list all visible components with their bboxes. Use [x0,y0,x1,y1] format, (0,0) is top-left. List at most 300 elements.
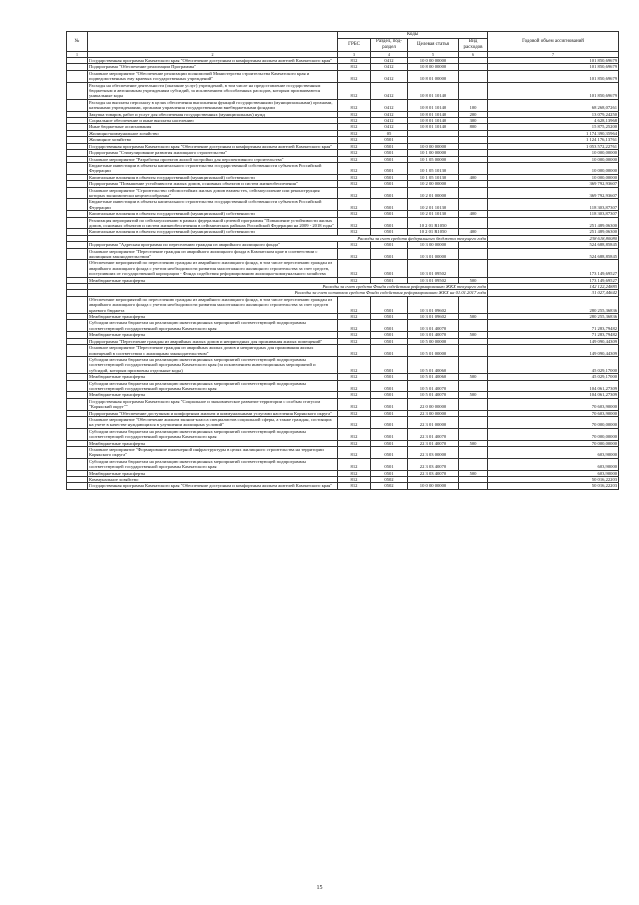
row-section: 0501 [371,143,408,149]
row-name: Жилищное хозяйство [88,137,338,143]
row-grbs: 812 [338,143,371,149]
table-row [67,248,619,260]
row-num-cell [67,345,88,357]
row-section: 0501 [371,242,408,248]
row-num-cell [67,217,88,229]
row-target: 22 3 01 00000 [408,416,459,428]
row-grbs: 812 [338,64,371,70]
row-target: 22 3 01 40070 [408,440,459,446]
row-name: Субсидии местным бюджетам на реализацию инвестиционных мероприятий соответствующей подпрограммы соответствующей государственной программы Камчатского края (за исключением инвестиционных мероприятий и субсидий, которым присвоены отдельные коды) [88,356,338,373]
row-target: 10 2 01 R1050 [408,217,459,229]
table-row [67,99,619,111]
row-name: Межбюджетные трансферты [88,277,338,283]
row-grbs: 812 [338,111,371,117]
row-section: 0412 [371,118,408,124]
row-grbs: 812 [338,118,371,124]
table-row [67,82,619,99]
table-row [67,356,619,373]
header-name [88,32,338,52]
row-grbs: 812 [338,374,371,380]
row-name: Основное мероприятие "Формирование инженерной инфраструктуры в целях жилищного строительства на территории Корякского округа" [88,447,338,459]
row-target: 10 1 05 10130 [408,174,459,180]
row-name: Бюджетные инвестиции в объекты капитального строительства государственной собственности субъектов Российской Федерации [88,199,338,211]
row-grbs: 812 [338,199,371,211]
row-amount: 104 061,27309 [488,380,619,392]
row-amount: 10 000,00000 [488,162,619,174]
row-name: Подпрограмма "Обеспечение доступным и комфортным жильем и коммунальными услугами населения Корякского округа" [88,410,338,416]
row-expense-type [459,162,488,174]
note-amount: 238 618,80080 [488,235,619,241]
row-name: Закупка товаров, работ и услуг для обеспечения государственных (муниципальных) нужд [88,111,338,117]
row-section: 0501 [371,320,408,332]
row-target: 10 3 01 00000 [408,248,459,260]
row-amount: 251 489,06300 [488,217,619,229]
row-name: Основное мероприятие "Разработка проектов жилой застройки для перспективного строительства" [88,156,338,162]
note-text: Расходы за счет остатков средств Фонда содействия реформированию ЖКХ на 01.01.2017 года [88,290,488,296]
row-grbs: 812 [338,296,371,313]
row-amount: 45 029,17000 [488,374,619,380]
row-num-cell [67,187,88,199]
column-number: 1 [67,52,88,58]
row-expense-type [459,428,488,440]
header-section: Раздел, под-раздел [371,39,408,52]
row-expense-type [459,320,488,332]
row-section: 0501 [371,187,408,199]
row-expense-type: 500 [459,470,488,476]
row-grbs: 812 [338,82,371,99]
row-expense-type: 500 [459,332,488,338]
row-target: 10 5 00 00000 [408,338,459,344]
note-text: Расходы за счет средств федерального бюджета текущего года [88,235,488,241]
row-target: 10 8 01 10140 [408,82,459,99]
row-expense-type [459,260,488,277]
row-name: Основное мероприятие "Обеспечение жильем эконом-класса специалистов социальной сферы, а также граждан, состоящих на учете в качестве нуждающихся в улучшении жилищных условий" [88,416,338,428]
row-amount: 70 603,90000 [488,410,619,416]
row-section: 0501 [371,332,408,338]
row-target: 22 3 03 40070 [408,470,459,476]
row-target: 10 0 00 00000 [408,483,459,489]
row-grbs: 812 [338,447,371,459]
table-row [67,70,619,82]
row-amount: 50 016,22203 [488,477,619,483]
row-name: Социальное обеспечение и иные выплаты населению [88,118,338,124]
row-amount: 50 016,22203 [488,483,619,489]
row-num-cell [67,380,88,392]
row-amount: 101 850,69679 [488,82,619,99]
row-section: 0501 [371,296,408,313]
row-amount: 369 792,93607 [488,187,619,199]
row-grbs: 812 [338,162,371,174]
row-section: 0501 [371,260,408,277]
row-amount: 173 149,69527 [488,277,619,283]
row-section: 0501 [371,416,408,428]
row-grbs: 812 [338,99,371,111]
row-amount: 1 174 390,35964 [488,130,619,136]
row-target: 10 0 00 00000 [408,143,459,149]
row-name: Субсидии местным бюджетам на реализацию инвестиционных мероприятий соответствующей подпрограммы соответствующей государственной программы Камчатского края [88,320,338,332]
table-row [67,416,619,428]
row-target: 10 1 05 10130 [408,162,459,174]
row-target: 10 3 00 00000 [408,242,459,248]
row-target: 22 3 03 40070 [408,458,459,470]
row-amount: 70 000,00000 [488,428,619,440]
row-amount: 603,90000 [488,458,619,470]
row-target: 10 8 01 00000 [408,70,459,82]
row-amount: 149 090,44309 [488,345,619,357]
row-name: Государственная программа Камчатского края "Обеспечение доступным и комфортным жильем жителей Камчатского края" [88,58,338,64]
row-section: 0501 [371,199,408,211]
row-amount: 524 688,85845 [488,248,619,260]
row-num-cell [67,260,88,277]
row-name: Основное мероприятие "Переселение граждан из аварийных жилых домов и непригодных для проживания жилых помещений в соответствии с жилищным законодательством" [88,345,338,357]
row-grbs: 812 [338,458,371,470]
column-number: 3 [338,52,371,58]
row-num-cell [67,458,88,470]
header-expense-type: Вид расходов [459,39,488,52]
row-num-cell [67,320,88,332]
row-grbs: 812 [338,470,371,476]
row-expense-type: 400 [459,211,488,217]
page-number: 15 [316,885,323,891]
row-target: 22 3 00 00000 [408,410,459,416]
row-expense-type [459,483,488,489]
row-name: Жилищно-коммунальное хозяйство [88,130,338,136]
row-section: 0502 [371,483,408,489]
row-section: 0412 [371,82,408,99]
note-amount: 31 027,44642 [488,290,619,296]
row-target: 10 8 01 10140 [408,111,459,117]
row-amount: 603,90000 [488,447,619,459]
row-target: 10 5 01 40070 [408,392,459,398]
row-grbs: 812 [338,58,371,64]
row-grbs: 812 [338,130,371,136]
row-name: Основное мероприятие "Обеспечение реализации полномочий Министерства строительства Камчатского края и подведомственных ему краевых государственных учреждений" [88,70,338,82]
row-grbs: 812 [338,124,371,130]
row-num-cell [67,447,88,459]
row-grbs: 812 [338,277,371,283]
table-row [67,296,619,313]
row-target: 10 3 01 40070 [408,320,459,332]
row-amount: 71 283,79482 [488,332,619,338]
row-amount: 149 090,44309 [488,338,619,344]
row-amount: 104 061,27309 [488,392,619,398]
row-grbs: 812 [338,314,371,320]
row-amount: 15 875,25200 [488,124,619,130]
row-section: 0501 [371,248,408,260]
row-expense-type [459,345,488,357]
row-section: 0501 [371,447,408,459]
row-name: Капитальные вложения в объекты государственной (муниципальной) собственности [88,211,338,217]
row-grbs: 812 [338,398,371,410]
row-grbs: 812 [338,217,371,229]
row-amount: 280 255,36836 [488,296,619,313]
row-num-cell [67,428,88,440]
row-expense-type [459,187,488,199]
row-target: 10 2 01 R1050 [408,229,459,235]
row-name: Государственная программа Камчатского края "Обеспечение доступным и комфортным жильем жителей Камчатского края" [88,483,338,489]
row-section: 0412 [371,111,408,117]
header-codes: Коды [338,32,488,39]
row-section: 0412 [371,70,408,82]
row-section: 0501 [371,338,408,344]
row-section: 0412 [371,99,408,111]
row-name: Межбюджетные трансферты [88,440,338,446]
row-expense-type: 300 [459,118,488,124]
row-target: 22 3 01 40070 [408,428,459,440]
table-row [67,260,619,277]
table-row [67,398,619,410]
row-grbs: 812 [338,483,371,489]
column-number: 2 [88,52,338,58]
row-grbs: 812 [338,356,371,373]
row-num-cell [67,82,88,99]
row-target: 10 8 01 10140 [408,124,459,130]
row-target: 10 3 01 09502 [408,277,459,283]
table-row [67,217,619,229]
row-grbs: 812 [338,260,371,277]
row-section: 0501 [371,211,408,217]
row-grbs: 812 [338,242,371,248]
row-amount: 4 628,13968 [488,118,619,124]
row-section: 0501 [371,470,408,476]
row-grbs: 812 [338,248,371,260]
row-num-cell [67,483,88,489]
row-grbs: 812 [338,320,371,332]
row-target: 10 3 01 09602 [408,314,459,320]
row-amount: 101 850,69679 [488,70,619,82]
budget-table [66,31,619,490]
row-amount: 251 489,06300 [488,229,619,235]
row-expense-type: 200 [459,111,488,117]
note-text: Расходы за счет средств Фонда содействия реформированию ЖКХ текущего года [88,284,488,290]
row-grbs: 812 [338,338,371,344]
table-row [67,458,619,470]
row-grbs: 812 [338,156,371,162]
row-expense-type: 500 [459,440,488,446]
row-name: Обеспечение мероприятий по переселению граждан из аварийного жилищного фонда, в том числе переселению граждан из аварийного жилищного фонда с учетом необходимости развития малоэтажного жилищного строительства за счет средств, поступивших от государственной корпорации - Фонда содействия реформированию жилищно-коммунального хозяйства [88,260,338,277]
row-section: 0501 [371,314,408,320]
row-section: 0501 [371,229,408,235]
row-name: Реализация мероприятий по сейсмоусилению в рамках федеральной целевой программы "Повышение устойчивости жилых домов, основных объектов и систем жизнеобеспечения в сейсмических районах Российской Федерации на 2009 - 2018 годы" [88,217,338,229]
row-target: 10 5 01 40060 [408,374,459,380]
row-expense-type [459,447,488,459]
row-section: 0501 [371,181,408,187]
row-amount: 603,90000 [488,470,619,476]
row-target: 10 8 01 10140 [408,99,459,111]
note-amount: 142 122,24885 [488,284,619,290]
row-amount: 1 124 176,13761 [488,137,619,143]
row-name: Межбюджетные трансферты [88,374,338,380]
row-amount: 70 000,00000 [488,416,619,428]
row-expense-type [459,296,488,313]
row-section: 0501 [371,380,408,392]
row-target: 10 2 01 10130 [408,211,459,217]
row-name: Коммунальное хозяйство [88,477,338,483]
row-amount: 70 000,00000 [488,440,619,446]
row-target: 10 5 01 40070 [408,380,459,392]
row-target: 10 3 01 09502 [408,260,459,277]
row-name: Межбюджетные трансферты [88,314,338,320]
row-grbs: 812 [338,416,371,428]
row-grbs: 812 [338,211,371,217]
row-expense-type: 400 [459,229,488,235]
row-name: Межбюджетные трансферты [88,332,338,338]
row-grbs: 812 [338,477,371,483]
row-amount: 45 029,17000 [488,356,619,373]
row-grbs: 812 [338,137,371,143]
row-section: 0412 [371,124,408,130]
row-expense-type [459,398,488,410]
header-target: Целевая статья [408,39,459,52]
row-target: 22 0 00 00000 [408,398,459,410]
column-number: 6 [459,52,488,58]
row-name: Субсидии местным бюджетам на реализацию инвестиционных мероприятий соответствующей подпрограммы соответствующей государственной программы Камчатского края [88,428,338,440]
column-number: 4 [371,52,408,58]
row-target: 10 5 01 40060 [408,356,459,373]
table-row [67,380,619,392]
row-grbs: 812 [338,150,371,156]
row-name: Капитальные вложения в объекты государственной (муниципальной) собственности [88,229,338,235]
row-expense-type: 500 [459,392,488,398]
row-grbs: 812 [338,440,371,446]
row-name: Расходы на выплаты персоналу в целях обеспечения выполнения функций государственными (муниципальными) органами, казенными учреждениями, органами управления государственными внебюджетными фондами [88,99,338,111]
row-name: Капитальные вложения в объекты государственной (муниципальной) собственности [88,174,338,180]
row-name: Иные бюджетные ассигнования [88,124,338,130]
row-expense-type [459,380,488,392]
column-number: 7 [488,52,619,58]
row-target: 10 1 00 00000 [408,150,459,156]
row-grbs: 812 [338,174,371,180]
row-num-cell [67,416,88,428]
row-section: 0501 [371,174,408,180]
row-amount: 173 149,69527 [488,260,619,277]
row-section: 0501 [371,356,408,373]
row-section: 0501 [371,440,408,446]
row-grbs: 812 [338,392,371,398]
row-section: 0502 [371,477,408,483]
row-section: 0412 [371,64,408,70]
row-amount: 280 255,36836 [488,314,619,320]
row-name: Бюджетные инвестиции в объекты капитального строительства государственной собственности субъектов Российской Федерации [88,162,338,174]
row-section: 0412 [371,58,408,64]
table-row [67,447,619,459]
row-name: Основное мероприятие "Переселение граждан из аварийного жилищного фонда в Камчатском крае в соответствии с жилищным законодательством" [88,248,338,260]
row-name: Государственная программа Камчатского края "Социальное и экономическое развитие территории с особым статусом "Корякский округ"" [88,398,338,410]
row-expense-type: 500 [459,374,488,380]
row-amount: 1 053 572,22761 [488,143,619,149]
row-target: 10 8 01 10140 [408,118,459,124]
row-grbs: 812 [338,181,371,187]
row-section: 0501 [371,398,408,410]
row-expense-type: 100 [459,99,488,111]
budget-table-sheet [66,31,618,490]
row-name: Межбюджетные трансферты [88,392,338,398]
row-num-cell [67,296,88,313]
row-num-cell [67,162,88,174]
row-name: Межбюджетные трансферты [88,470,338,476]
row-name: Обеспечение мероприятий по переселению граждан из аварийного жилищного фонда, в том числе переселению граждан из аварийного жилищного фонда с учетом необходимости развития малоэтажного жилищного строительства за счет средств краевого бюджета [88,296,338,313]
row-target: 22 3 03 00000 [408,447,459,459]
row-amount: 101 850,69679 [488,58,619,64]
row-section: 0501 [371,277,408,283]
row-expense-type [459,199,488,211]
row-expense-type [459,458,488,470]
table-row [67,320,619,332]
row-expense-type: 800 [459,124,488,130]
row-expense-type [459,217,488,229]
table-row [67,345,619,357]
row-num-cell [67,99,88,111]
row-amount: 10 000,00000 [488,174,619,180]
row-section: 0501 [371,392,408,398]
row-section: 0501 [371,410,408,416]
row-name: Подпрограмма "Повышение устойчивости жилых домов, основных объектов и систем жизнеобеспечения" [88,181,338,187]
row-grbs: 812 [338,187,371,199]
row-target: 10 5 01 00000 [408,345,459,357]
row-expense-type [459,356,488,373]
row-expense-type [459,248,488,260]
row-amount: 101 850,69679 [488,64,619,70]
table-row [67,483,619,489]
row-grbs: 812 [338,229,371,235]
row-name: Расходы на обеспечение деятельности (оказание услуг) учреждений, в том числе на предоставление государственным бюджетным и автономным учреждениям субсидий, за исключением обособленных расходов, которым присваиваются уникальные коды [88,82,338,99]
row-target: 10 3 01 40070 [408,332,459,338]
row-amount: 68 268,07261 [488,99,619,111]
column-number: 5 [408,52,459,58]
row-num-cell [67,248,88,260]
row-section: 0501 [371,428,408,440]
row-section: 05 [371,130,408,136]
row-num-cell [67,356,88,373]
row-amount: 524 688,85845 [488,242,619,248]
row-grbs: 812 [338,380,371,392]
row-expense-type [459,82,488,99]
row-target: 10 2 01 10130 [408,199,459,211]
row-grbs: 812 [338,428,371,440]
row-grbs: 812 [338,332,371,338]
row-name: Субсидии местным бюджетам на реализацию инвестиционных мероприятий соответствующей подпрограммы соответствующей государственной программы Камчатского края [88,458,338,470]
row-expense-type: 400 [459,174,488,180]
row-target: 10 2 01 00000 [408,187,459,199]
table-row [67,162,619,174]
row-expense-type: 500 [459,314,488,320]
row-section: 0501 [371,217,408,229]
row-section: 0501 [371,150,408,156]
row-target: 10 0 00 00000 [408,58,459,64]
row-amount: 70 603,90000 [488,398,619,410]
table-body [67,52,619,490]
row-num-cell [67,199,88,211]
header-num: № [67,32,88,52]
row-amount: 369 792,93607 [488,181,619,187]
row-grbs: 812 [338,410,371,416]
row-target: 10 2 00 00000 [408,181,459,187]
row-expense-type [459,70,488,82]
row-target: 10 3 01 09602 [408,296,459,313]
row-amount: 118 303,87307 [488,211,619,217]
header-annual: Годовой объем ассигнований [488,32,619,52]
header-grbs: ГРБС [338,39,371,52]
row-num-cell [67,70,88,82]
row-name: Подпрограмма "Стимулирование развития жилищного строительства" [88,150,338,156]
row-name: Основное мероприятие "Строительство сейсмостойких жилых домов взамен тех, сейсмоусиление или реконструкция которых экономически нецелесообразны" [88,187,338,199]
row-name: Подпрограмма "Адресная программа по переселению граждан из аварийного жилищного фонда" [88,242,338,248]
row-amount: 10 000,00000 [488,156,619,162]
row-section: 0501 [371,374,408,380]
row-name: Подпрограмма "Обеспечение реализации Программы" [88,64,338,70]
row-name: Подпрограмма "Переселение граждан из аварийных жилых домов и непригодных для проживания жилых помещений" [88,338,338,344]
row-name: Государственная программа Камчатского края "Обеспечение доступным и комфортным жильем жителей Камчатского края" [88,143,338,149]
